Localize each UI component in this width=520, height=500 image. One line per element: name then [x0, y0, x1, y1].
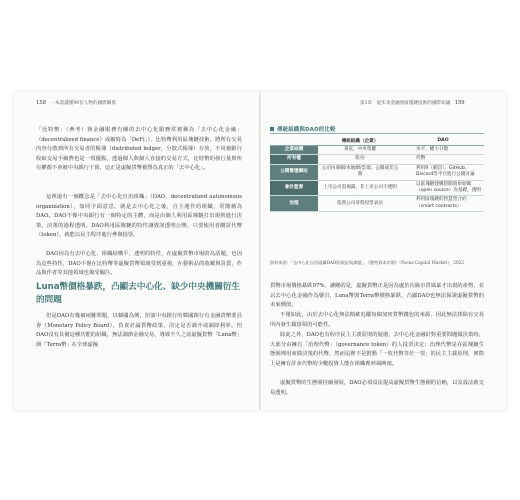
table-source-note: 資料來源：「去中心化自治組織DAO的現況與課題」，《整售資本市場》（Focus Capital Market），2022 [270, 260, 464, 265]
right-paragraph-4: 虛擬貨幣的生態圈持續發展，DAO必須設法提高虛擬貨幣生態圈的信賴，以及設法就交易透明。 [270, 380, 484, 396]
left-paragraph-1: 「比特幣」（參考）與金融服務有關的去中心化服務常被稱為「去中心化金融」（decentralized finance）或縮寫為「DeFi」），比特幣利用區塊鏈技術，將所有交易內容分散到所有交易者的帳簿（distributed ledger，分散式帳簿）存放，不用被銀行收取交易手續費也是一項優點，透過個人與個人直接的交易方式，比特幣的發行量與所有權都不會被中央銀行干預，這正是虛擬貨幣被譽為真正的「去中心化」。 [36, 127, 242, 172]
left-running-head [36, 100, 116, 106]
row-label: 會計監督 [270, 180, 318, 196]
left-header-title: 一本書讀懂90位人物的國際關係 [50, 101, 116, 106]
square-bullet-icon [270, 127, 274, 131]
book-gutter [259, 92, 261, 410]
table-cell: 水平，權力分散 [402, 146, 484, 155]
right-header-title: 第1章 從未來金融到區塊鏈技術的國際知識 [360, 101, 451, 106]
right-paragraph-2: 不僅如此，由於去中心化無法精確追蹤每個加密貨幣錢包的來源，因此無法排除有交易所內發生做盜領的可能性。 [270, 312, 484, 328]
table-row [270, 196, 484, 212]
table-cell: 股份 [318, 155, 402, 164]
table-row [270, 155, 484, 164]
table-header-row [270, 136, 484, 146]
table-title [270, 125, 335, 133]
table-cell: 代幣 [402, 155, 484, 164]
table-header-cell: DAO [402, 136, 484, 146]
table-cell: 利用區塊鏈的智慧型合約（smart contracts） [402, 196, 484, 212]
comparison-table [270, 136, 484, 212]
row-label: 治理 [270, 196, 318, 212]
table-top-rule [270, 133, 484, 134]
right-paragraph-1: 貨幣市場價格暴跌97%，讓剛的是，虛擬貨幣正是因為處於次級市貨風暴才出現的產物，並以去中心化金融作為號召，Luna幣與Terra幣價格暴跌，凸顯DAO也無法保證虛擬貨幣的未來價值。 [270, 283, 484, 309]
left-paragraph-2: 這裡還有一個概念是「去中心化自治組織」（DAO，decentralized autonomous organization），如同字面意思，就是去中心化之後，自主運作的組織，常簡稱為DAO。DAO不像中央銀行有一個特定的主體，而是由個人利用區塊鏈打出規則進行決策，決策的過程透明。DAO利用區塊鏈的特性讓資訊透明公開，只要使用者購買代幣（token），就能以民主程序進行參與投票。 [36, 194, 242, 239]
table-cell: 以區塊鏈建構的開放原始碼（open source）為基礎，透明 [402, 180, 484, 196]
table-row [270, 180, 484, 196]
table-title-text: 傳統組織與DAO的比較 [277, 127, 336, 133]
left-paragraph-3: DAO因為有去中心化、組織結構平、透明的特性，在虛擬貨幣市場蔚為話題，也因為這些特性，DAO不僅在比特幣等虛擬貨幣領域受到重視，在藝術品的收藏與買賣，作品與作者等其他領域也備受關注。 [36, 251, 242, 277]
table-row [270, 164, 484, 180]
row-label: 所有權 [270, 155, 318, 164]
table-cell: 公司內部網/本地網/雲端，公開或非公開 [318, 164, 402, 180]
table-cell: 上市公司需揭露，非上市公司不透明 [318, 180, 402, 196]
row-label: 公開營運網站 [270, 164, 318, 180]
left-paragraph-4: 但是DAO有幾個兩難問題，以韓國為例，扮演中央銀行的韓國銀行有金融貨幣委員會（Monetary Policy Board），負責討論貨幣政策，決定是否調升或調降利率。但DAO沒有具備這種功能的組織，無法調節金融交易，導致不久之前虛擬貨幣「Luna幣」與「Terra幣」在全球虛擬 [36, 313, 243, 348]
right-running-head [360, 100, 465, 106]
right-page-number: 159 [454, 100, 465, 106]
table-cell: 利用R（網頁）、GitHub、Discord等平台進行公開討論 [402, 164, 484, 180]
table-cell: 依照公司章程投票表決 [318, 196, 402, 212]
left-page-number: 158 [36, 100, 46, 106]
right-paragraph-3: 除此之外，DAO也有程序民主主義原則的疑慮，去中心化金融針對重要問題做決策時，大部分由擁有「治理代幣」（governance token）的人投票決定；治理代幣是在區塊鏈生態圈裡用來做決策的代幣，然而這裡不是推動「一枚代幣等於一票」的民主主義原則，實際上是擁有許多代幣的少數投資人能在組織裡呼風喚雨。 [270, 332, 484, 367]
table-cell: 垂直，中央集權 [318, 146, 402, 155]
table-header-cell [270, 136, 318, 146]
section-heading: Luna幣價格暴跌，凸顯去中心化、缺少中央機關衍生的問題 [36, 282, 240, 305]
table-row [270, 146, 484, 155]
row-label: 企業結構 [270, 146, 318, 155]
table-header-cell: 傳統組織（企業） [318, 136, 402, 146]
